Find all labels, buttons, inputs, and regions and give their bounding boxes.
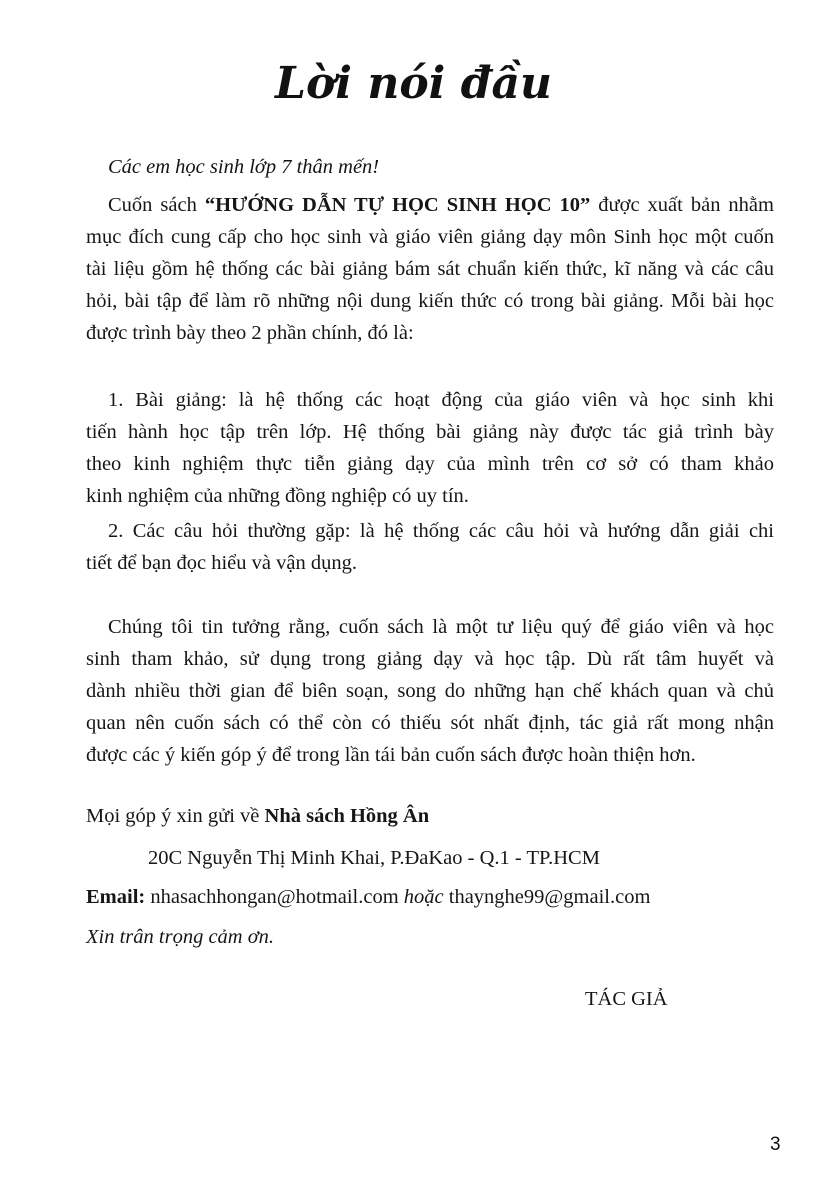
intro-paragraph [86, 189, 774, 349]
closing-line: quan nên cuốn sách có thể còn có thiếu sót nhất định, tác giả rất mong nhận [86, 712, 774, 734]
contact-prefix: Mọi góp ý xin gửi về [86, 805, 265, 827]
intro-text: được xuất bản nhằm [590, 194, 774, 216]
intro-text: Cuốn sách [108, 194, 205, 216]
item-2-line: 2. Các câu hỏi thường gặp: là hệ thống các câu hỏi và hướng dẫn giải chi [108, 520, 774, 542]
greeting: Các em học sinh lớp 7 thân mến! [108, 156, 380, 178]
item-1-line: 1. Bài giảng: là hệ thống các hoạt động của giáo viên và học sinh khi [108, 389, 774, 411]
email-or: hoặc [403, 886, 444, 908]
intro-line: tài liệu gồm hệ thống các bài giảng bám sát chuẩn kiến thức, kĩ năng và các câu [86, 258, 774, 280]
item-1-line: theo kinh nghiệm thực tiễn giảng dạy của mình trên cơ sở có tham khảo [86, 453, 774, 475]
thanks-line: Xin trân trọng cảm ơn. [86, 926, 275, 948]
item-1-line: tiến hành học tập trên lớp. Hệ thống bài giảng này được tác giả trình bày [86, 421, 774, 443]
intro-line: được trình bày theo 2 phần chính, đó là: [86, 322, 414, 344]
closing-line: dành nhiều thời gian để biên soạn, song do những hạn chế khách quan và chủ [86, 680, 774, 702]
book-title: “HƯỚNG DẪN TỰ HỌC SINH HỌC 10” [204, 194, 591, 216]
item-2-paragraph [86, 515, 774, 579]
email-primary: nhasachhongan@hotmail.com [145, 886, 404, 908]
item-1-paragraph [86, 384, 774, 512]
intro-line: mục đích cung cấp cho học sinh và giáo viên giảng dạy môn Sinh học một cuốn [86, 226, 774, 248]
contact-line [86, 805, 429, 828]
author-signature: TÁC GIẢ [585, 988, 668, 1010]
intro-line [86, 189, 774, 221]
item-1-line: kinh nghiệm của những đồng nghiệp có uy tín. [86, 485, 469, 507]
publisher-name: Nhà sách Hồng Ân [264, 805, 430, 827]
closing-line: sinh tham khảo, sử dụng trong giảng dạy và học tập. Dù rất tâm huyết và [86, 648, 774, 670]
page-title: Lời nói đầu [275, 58, 552, 109]
publisher-address: 20C Nguyễn Thị Minh Khai, P.ĐaKao - Q.1 - TP.HCM [148, 847, 600, 869]
closing-line: Chúng tôi tin tưởng rằng, cuốn sách là một tư liệu quý để giáo viên và học [108, 616, 774, 638]
email-secondary: thaynghe99@gmail.com [443, 886, 651, 908]
closing-paragraph [86, 611, 774, 771]
page-number: 3 [770, 1134, 781, 1155]
item-2-line: tiết để bạn đọc hiểu và vận dụng. [86, 552, 357, 574]
closing-line: được các ý kiến góp ý để trong lần tái bản cuốn sách được hoàn thiện hơn. [86, 744, 696, 766]
email-label: Email: [86, 886, 146, 908]
email-line [86, 886, 650, 909]
intro-line: hỏi, bài tập để làm rõ những nội dung kiến thức có trong bài giảng. Mỗi bài học [86, 290, 774, 312]
